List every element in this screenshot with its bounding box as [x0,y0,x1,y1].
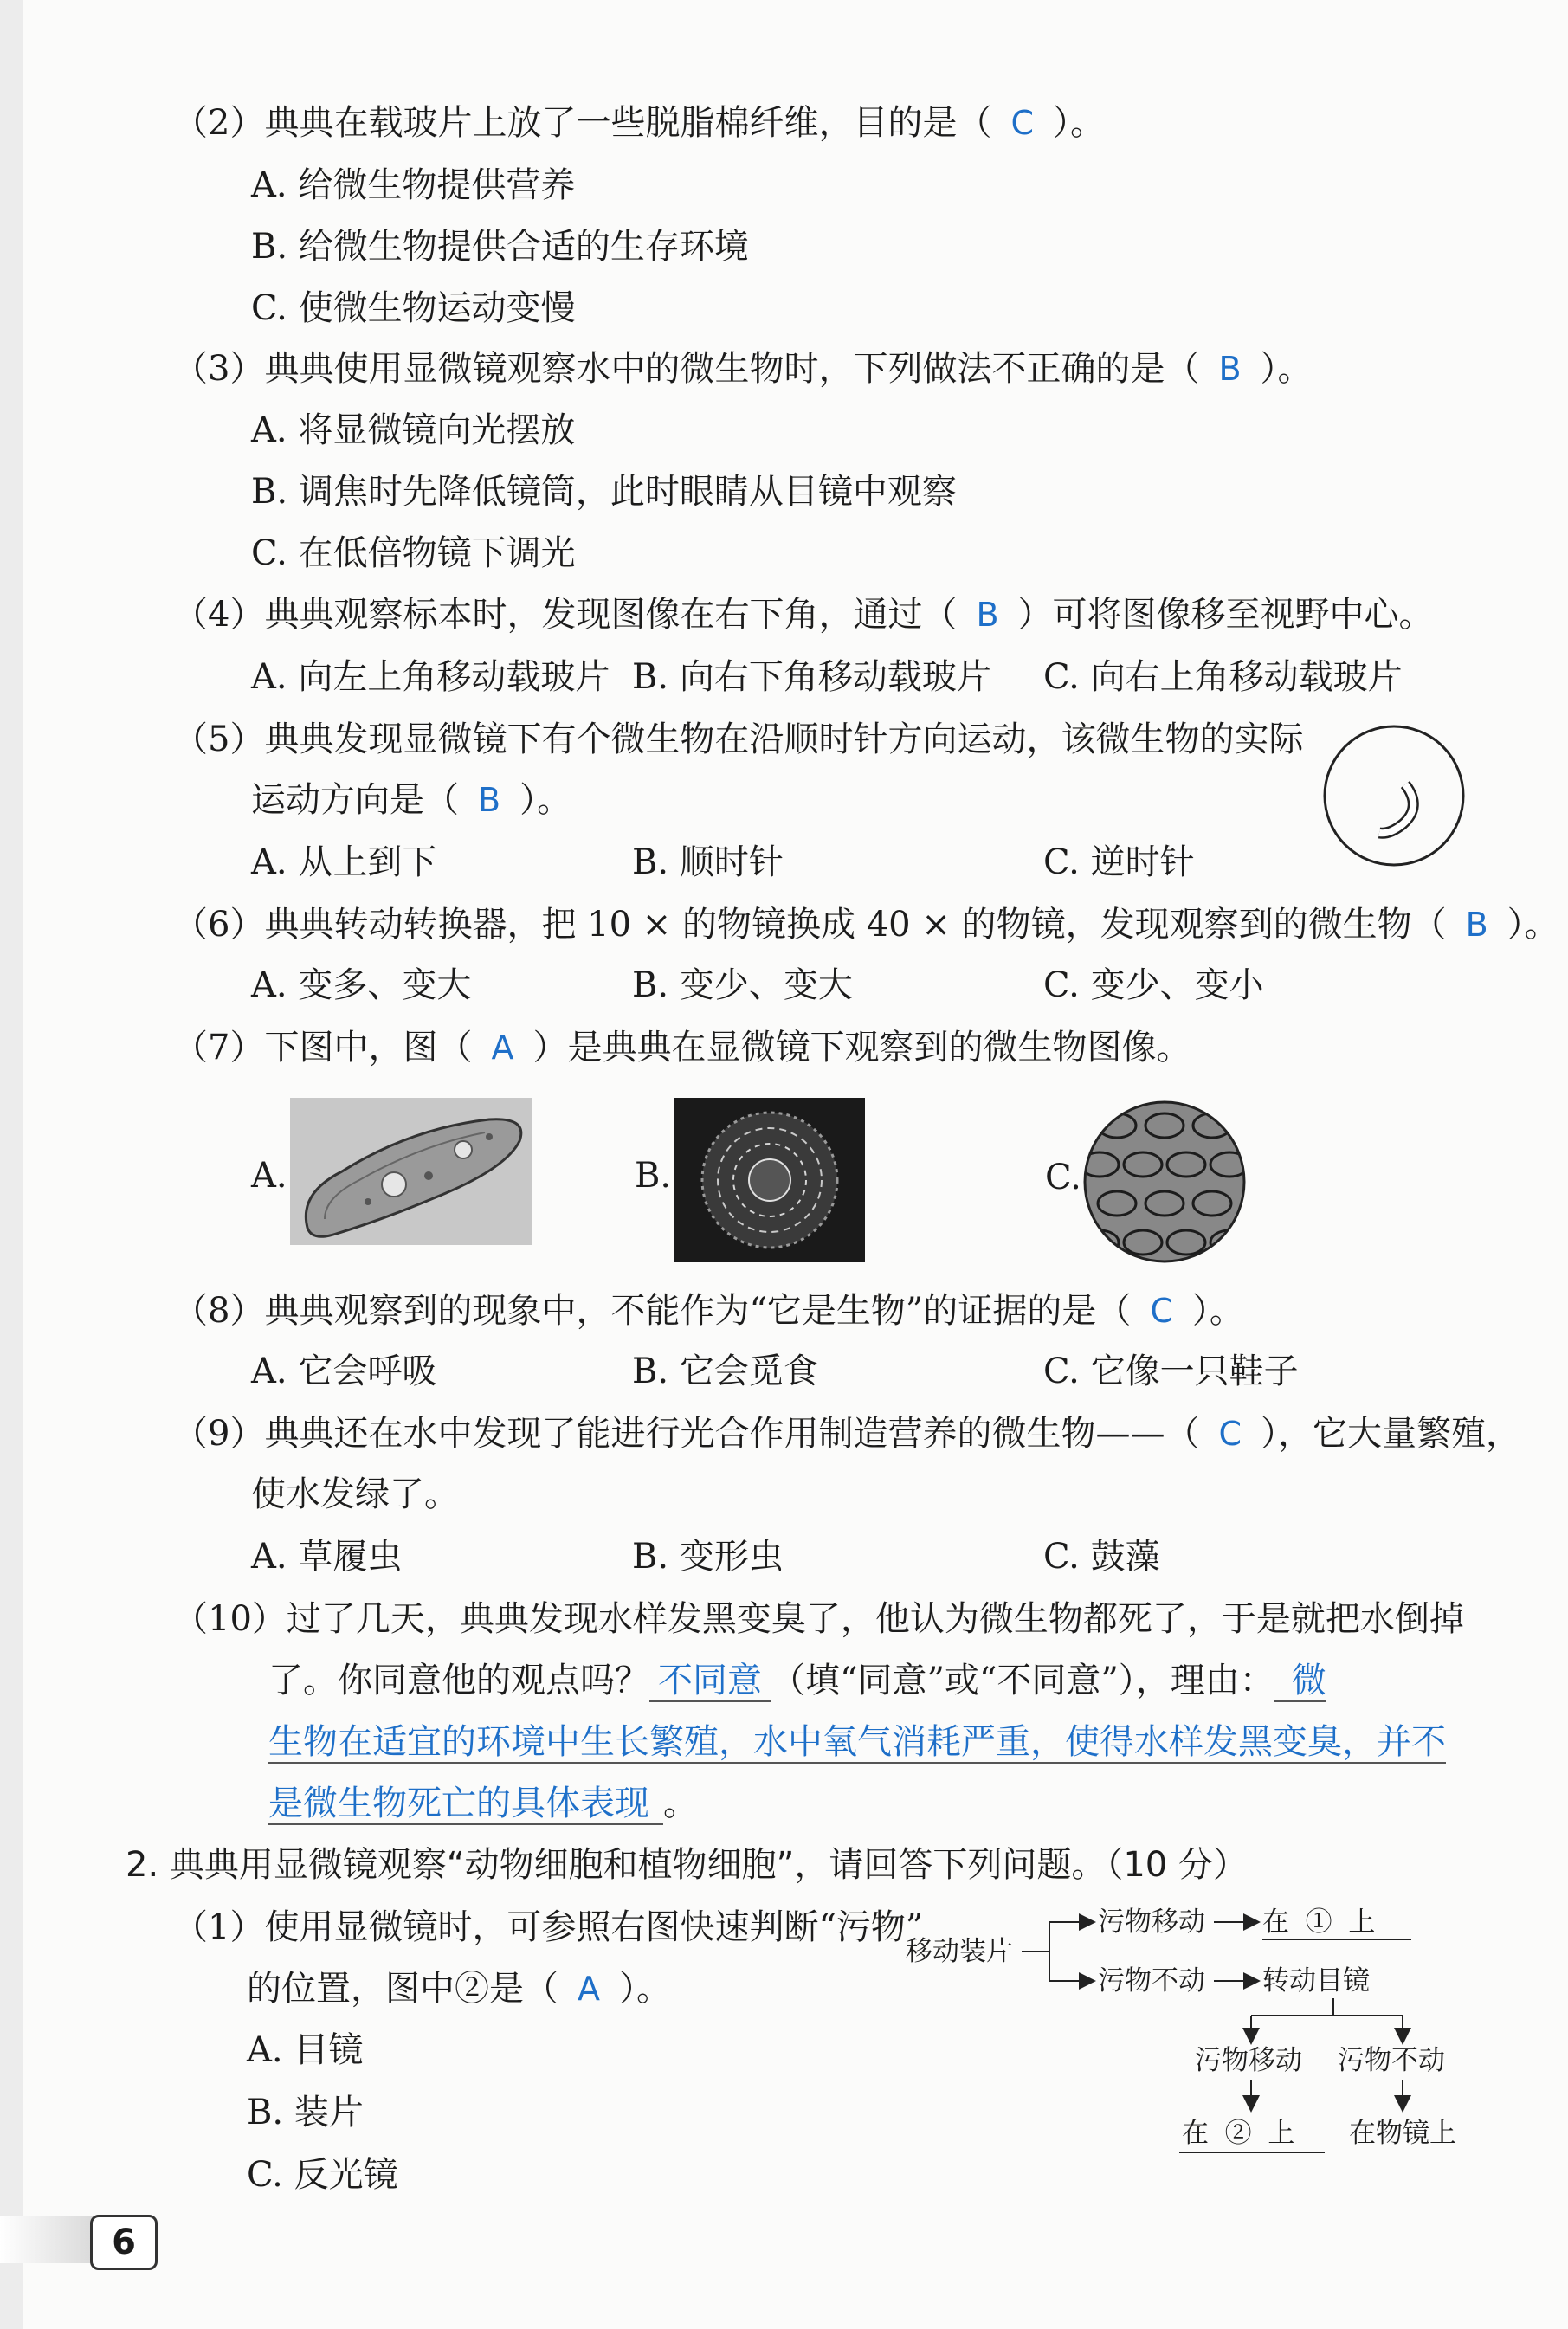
flow-low-right: 污物不动 [1338,2045,1445,2076]
option: A. 给微生物提供营养 [251,165,576,205]
flow-low-left-result: 在 ② 上 [1182,2118,1295,2149]
flow-mid-branch: 污物不动 [1098,1965,1205,1997]
question-8: （8）典典观察到的现象中，不能作为“它是生物”的证据的是（ C ）。 [173,1291,1244,1331]
section-2-title: 2. 典典用显微镜观察“动物细胞和植物细胞”，请回答下列问题。（10 分） [126,1845,1248,1885]
paramecium-image [290,1098,532,1245]
question-10-line2: 了。你同意他的观点吗？ 不同意 （填“同意”或“不同意”），理由： 微 [268,1661,1326,1700]
option: B. 变形虫 [632,1537,784,1577]
option: C. 向右上角移动载玻片 [1043,657,1403,697]
option: C. 在低倍物镜下调光 [251,533,576,573]
answer: A [491,1029,514,1067]
question-9-cont: 使水发绿了。 [251,1474,459,1514]
option: C. 逆时针 [1043,842,1195,882]
page-number-strip [0,2216,95,2263]
flow-top-result: 在 ① 上 [1262,1906,1376,1938]
answer: B [1218,350,1242,388]
option: A. 目镜 [247,2030,364,2070]
answer: B [1465,906,1488,944]
question-5-cont: 运动方向是（ B ）。 [251,780,572,820]
question-6: （6）典典转动转换器，把 10 × 的物镜换成 40 × 的物镜，发现观察到的微生物（ B ）。 [173,905,1559,945]
reason-answer: 是微生物死亡的具体表现 [268,1784,663,1825]
flow-start: 移动装片 [906,1936,1013,1967]
option: B. 变少、变大 [632,965,853,1005]
answer: C [1150,1292,1173,1330]
question-2: （2）典典在载玻片上放了一些脱脂棉纤维，目的是（ C ）。 [173,103,1105,143]
section-2-question-1-cont: 的位置，图中②是（ A ）。 [247,1969,671,2009]
question-7: （7）下图中，图（ A ）是典典在显微镜下观察到的微生物图像。 [173,1028,1191,1068]
flow-low-left: 污物移动 [1195,2045,1302,2076]
page-number: 6 [90,2215,158,2270]
question-5: （5）典典发现显微镜下有个微生物在沿顺时针方向运动，该微生物的实际 [173,719,1304,759]
option: A. 它会呼吸 [251,1352,437,1391]
option: C. 使微生物运动变慢 [251,288,576,328]
question-9: （9）典典还在水中发现了能进行光合作用制造营养的微生物——（ C ），它大量繁殖， [173,1414,1520,1454]
reason-answer: 微 [1274,1661,1326,1702]
reason-answer: 生物在适宜的环境中生长繁殖，水中氧气消耗严重，使得水样发黑变臭，并不 [268,1722,1446,1762]
question-4: （4）典典观察标本时，发现图像在右下角，通过（ B ）可将图像移至视野中心。 [173,595,1434,635]
option: B. 向右下角移动载玻片 [632,657,991,697]
option: C. 它像一只鞋子 [1043,1352,1299,1391]
option: B. 它会觅食 [632,1352,818,1391]
answer: B [976,596,999,634]
option: A. 向左上角移动载玻片 [251,657,610,697]
section-2-question-1: （1）使用显微镜时，可参照右图快速判断“污物” [173,1907,924,1947]
microscope-view-icon [1320,722,1468,869]
option: B. 调焦时先降低镜筒，此时眼睛从目镜中观察 [251,472,957,512]
answer: C [1010,104,1034,142]
flow-top-branch: 污物移动 [1098,1906,1205,1938]
answer: C [1218,1415,1242,1453]
option: A. 草履虫 [251,1537,403,1577]
option: A. 变多、变大 [251,965,472,1005]
image-label-c: C. [1045,1158,1081,1197]
answer-blank: 不同意 [649,1661,771,1702]
image-label-a: A. [251,1156,287,1196]
page-edge [0,0,23,2329]
question-3: （3）典典使用显微镜观察水中的微生物时，下列做法不正确的是（ B ）。 [173,349,1313,389]
radiolarian-image [674,1098,865,1262]
flow-mid-result: 转动目镜 [1262,1965,1370,1997]
option: C. 鼓藻 [1043,1537,1160,1577]
plant-cells-image [1082,1100,1247,1264]
answer: A [578,1970,600,2008]
question-10-line4: 是微生物死亡的具体表现 。 [268,1784,698,1823]
option: B. 装片 [247,2093,364,2132]
option: B. 给微生物提供合适的生存环境 [251,227,749,267]
option: C. 变少、变小 [1043,965,1264,1005]
image-label-b: B. [635,1156,672,1196]
option: C. 反光镜 [247,2155,398,2195]
dirt-location-flowchart [900,1896,1507,2182]
question-10-line3 [268,1718,1446,1766]
answer: B [478,781,501,819]
option: A. 将显微镜向光摆放 [251,410,576,450]
flow-low-right-result: 在物镜上 [1349,2118,1456,2149]
option: A. 从上到下 [251,842,437,882]
option: B. 顺时针 [632,842,784,882]
question-10: （10）过了几天，典典发现水样发黑变臭了，他认为微生物都死了，于是就把水倒掉 [173,1599,1464,1639]
